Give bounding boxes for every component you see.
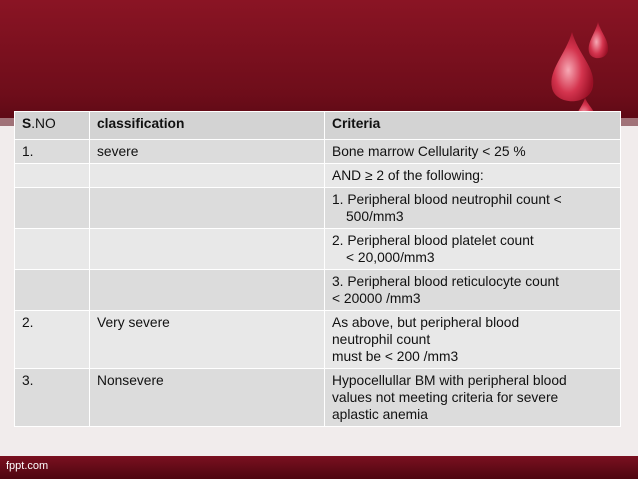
cell-criteria (325, 229, 621, 270)
table-row (15, 164, 621, 188)
cell-criteria: AND ≥ 2 of the following: (325, 164, 621, 188)
cell-classification (90, 270, 325, 311)
criteria-line: 1. Peripheral blood neutrophil count < (332, 192, 562, 207)
header-classification: classification (90, 112, 325, 140)
cell-sno (15, 270, 90, 311)
cell-criteria (325, 369, 621, 427)
aplastic-anemia-classification-table (14, 111, 621, 427)
cell-classification (90, 229, 325, 270)
table-row (15, 369, 621, 427)
cell-classification: severe (90, 140, 325, 164)
cell-classification: Nonsevere (90, 369, 325, 427)
footer-bar (0, 456, 638, 479)
cell-sno: 1. (15, 140, 90, 164)
criteria-line: As above, but peripheral blood (332, 315, 520, 330)
criteria-line: < 20,000/mm3 (346, 250, 435, 265)
header-sno: S.NO (15, 112, 90, 140)
criteria-line: < 20000 /mm3 (332, 291, 421, 306)
criteria-line: aplastic anemia (332, 407, 428, 422)
criteria-line: must be < 200 /mm3 (332, 349, 459, 364)
cell-sno (15, 229, 90, 270)
cell-criteria (325, 270, 621, 311)
cell-sno: 3. (15, 369, 90, 427)
criteria-line: 3. Peripheral blood reticulocyte count (332, 274, 560, 289)
table-row (15, 188, 621, 229)
criteria-line: 500/mm3 (346, 209, 404, 224)
table-row (15, 140, 621, 164)
table-header-row (15, 112, 621, 140)
criteria-line: 2. Peripheral blood platelet count (332, 233, 534, 248)
header-banner (0, 0, 638, 126)
criteria-line: values not meeting criteria for severe (332, 390, 559, 405)
table-row (15, 229, 621, 270)
criteria-line: Hypocellullar BM with peripheral blood (332, 373, 567, 388)
cell-sno: 2. (15, 311, 90, 369)
cell-classification (90, 164, 325, 188)
cell-sno (15, 164, 90, 188)
cell-sno (15, 188, 90, 229)
cell-classification (90, 188, 325, 229)
cell-classification: Very severe (90, 311, 325, 369)
table-row (15, 270, 621, 311)
cell-criteria: Bone marrow Cellularity < 25 % (325, 140, 621, 164)
table-row (15, 311, 621, 369)
header-criteria: Criteria (325, 112, 621, 140)
footer-website-label: fppt.com (6, 460, 49, 472)
cell-criteria (325, 311, 621, 369)
criteria-line: neutrophil count (332, 332, 431, 347)
cell-criteria (325, 188, 621, 229)
